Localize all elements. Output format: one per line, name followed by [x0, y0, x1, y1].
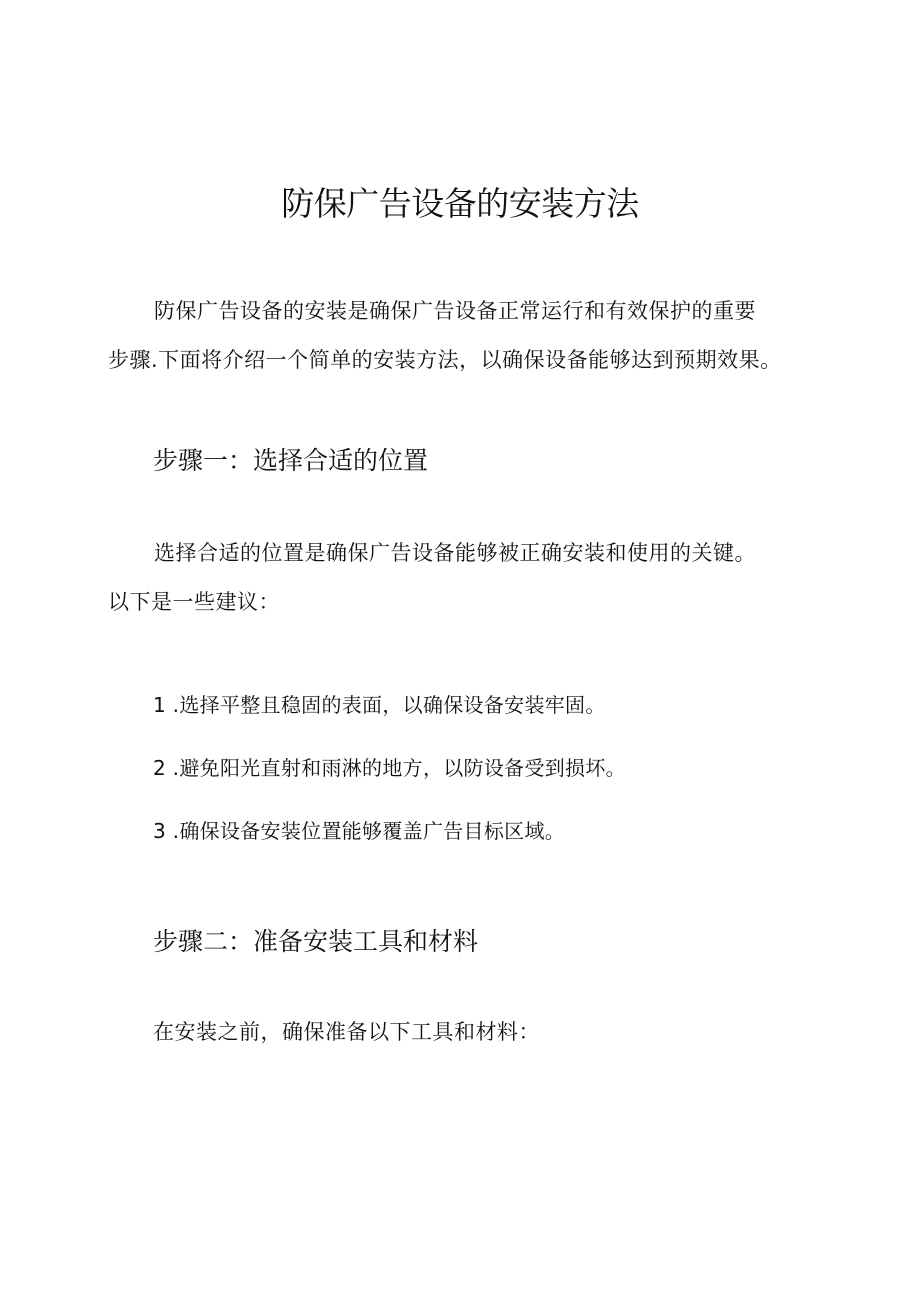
intro-line-1: 防保广告设备的安装是确保广告设备正常运行和有效保护的重要 [154, 299, 756, 323]
step2-line-1: 在安装之前，确保准备以下工具和材料： [153, 1020, 540, 1044]
list-item: 1 .选择平整且稳固的表面，以确保设备安装牢固。 [153, 693, 606, 717]
step2-heading: 步骤二：准备安装工具和材料 [153, 927, 479, 956]
intro-line-2: 步骤.下面将介绍一个简单的安装方法，以确保设备能够达到预期效果。 [108, 348, 782, 372]
list-item: 2 .避免阳光直射和雨淋的地方，以防设备受到损坏。 [153, 756, 626, 780]
step1-line-2: 以下是一些建议： [108, 590, 280, 614]
step1-heading: 步骤一：选择合适的位置 [153, 446, 429, 475]
document-title: 防保广告设备的安装方法 [281, 184, 639, 223]
step1-line-1: 选择合适的位置是确保广告设备能够被正确安装和使用的关键。 [154, 541, 756, 565]
step2-paragraph [153, 1008, 853, 1057]
intro-paragraph [108, 287, 828, 385]
step1-paragraph [108, 529, 828, 627]
list-item: 3 .确保设备安装位置能够覆盖广告目标区域。 [153, 819, 566, 843]
